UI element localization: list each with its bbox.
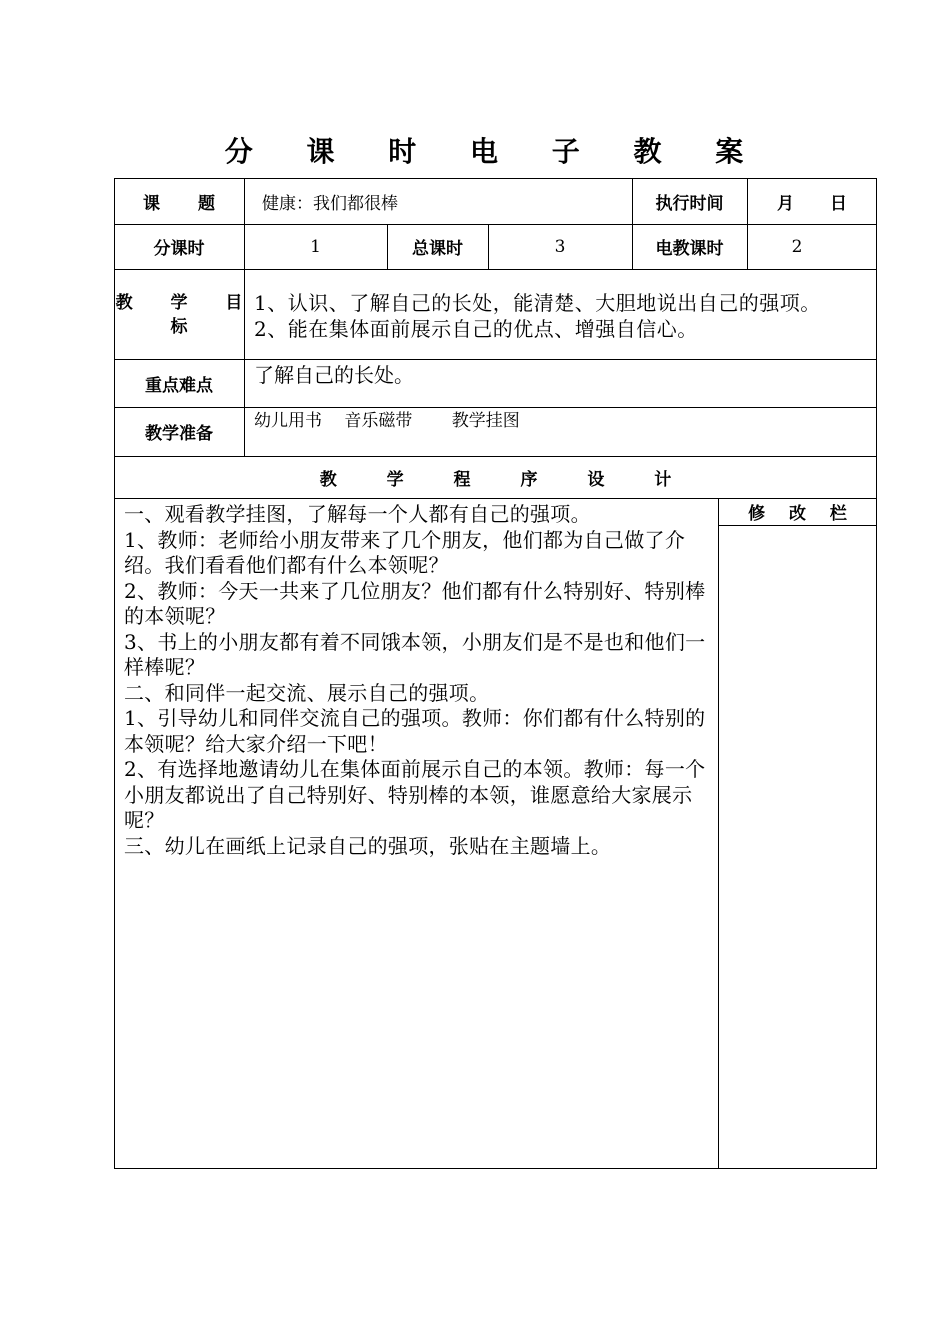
key-points-value: 了解自己的长处。 xyxy=(254,363,414,387)
procedure-line: 2、有选择地邀请幼儿在集体面前展示自己的本领。教师：每一个小朋友都说出了自己特别好、特别棒的本领，谁愿意给大家展示呢？ xyxy=(124,757,706,832)
key-points-label: 重点难点 xyxy=(145,375,213,396)
goals-label-line1: 教 学 目 xyxy=(115,293,243,313)
av-hours-value: 2 xyxy=(791,236,803,257)
lesson-hours-label: 分课时 xyxy=(153,239,205,259)
procedure-line: 3、书上的小朋友都有着不同饿本领，小朋友们是不是也和他们一样棒呢？ xyxy=(124,629,706,679)
goals-label xyxy=(114,269,244,359)
procedure-line: 1、教师：老师给小朋友带来了几个朋友，他们都为自己做了介绍。我们看看他们都有什么本领呢？ xyxy=(124,527,686,577)
av-hours-label: 电教课时 xyxy=(655,239,724,259)
col-divider xyxy=(244,178,245,456)
procedure-line: 三、幼儿在画纸上记录自己的强项，张贴在主题墙上。 xyxy=(124,833,612,858)
lesson-hours-value: 1 xyxy=(310,236,321,257)
goal-line: 2、能在集体面前展示自己的优点、增强自信心。 xyxy=(254,317,698,341)
total-hours-value: 3 xyxy=(554,236,566,257)
program-header: 教 学 程 序 设 计 xyxy=(319,469,672,490)
procedure-line: 2、教师：今天一共来了几位朋友？他们都有什么特别好、特别棒的本领呢？ xyxy=(124,578,706,628)
exec-time-value: 月 日 xyxy=(777,193,847,214)
preparation-label: 教学准备 xyxy=(145,424,213,444)
preparation-value: 幼儿用书 音乐磁带 教学挂图 xyxy=(254,411,520,431)
exec-time-label: 执行时间 xyxy=(655,193,724,214)
procedure-line: 一、观看教学挂图，了解每一个人都有自己的强项。 xyxy=(124,502,591,526)
procedure-line: 1、引导幼儿和同伴交流自己的强项。教师：你们都有什么特别的本领呢？给大家介绍一下吧！ xyxy=(124,706,706,756)
topic-label: 课 题 xyxy=(143,193,231,214)
revision-header: 修 改 栏 xyxy=(748,504,847,524)
topic-value: 健康：我们都很棒 xyxy=(262,193,398,214)
total-hours-label: 总课时 xyxy=(412,239,463,259)
goals-text xyxy=(254,290,872,342)
goal-line: 1、认识、了解自己的长处，能清楚、大胆地说出自己的强项。 xyxy=(254,291,821,315)
col-divider xyxy=(718,498,719,1169)
procedure-line: 二、和同伴一起交流、展示自己的强项。 xyxy=(124,680,490,705)
goals-label-line2: 标 xyxy=(170,317,188,337)
revision-header-divider xyxy=(718,525,877,526)
page-title: 分 课 时 电 子 教 案 xyxy=(224,135,766,168)
procedure-text xyxy=(124,502,714,859)
